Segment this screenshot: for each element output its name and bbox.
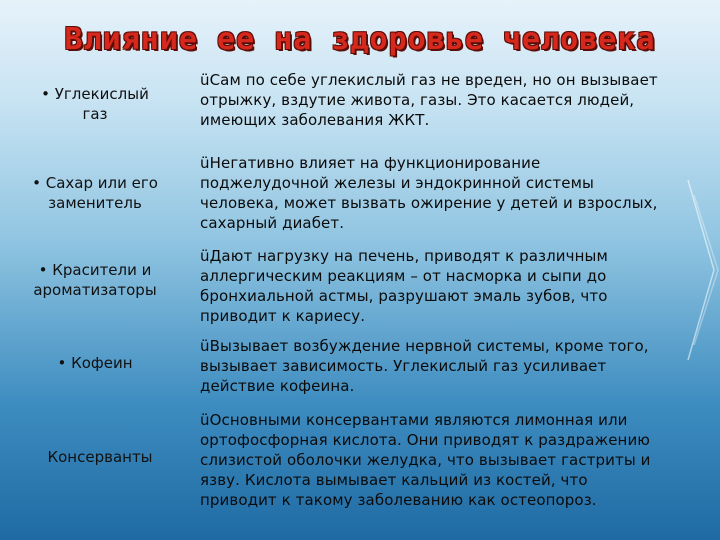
page-title: Влияние ее на здоровье человека — [64, 22, 656, 57]
row-label: • Сахар или его заменитель — [32, 174, 158, 212]
row-label: • Красители и ароматизаторы — [33, 261, 157, 299]
row-label: • Углекислый газ — [41, 85, 149, 123]
row-label: • Кофеин — [57, 354, 133, 372]
row-description: üДают нагрузку на печень, приводят к различным аллергическим реакциям – от насморка и сыпи до бронхиальной астмы, разрушают эмаль зубов, что приводит к кариесу. — [200, 247, 608, 325]
row-description: üВызывает возбуждение нервной системы, кроме того, вызывает зависимость. Углекислый газ усиливает действие кофеина. — [200, 337, 649, 395]
row-description: üСам по себе углекислый газ не вреден, но он вызывает отрыжку, вздутие живота, газы. Это касается людей, имеющих заболевания ЖКТ. — [200, 71, 658, 129]
row-label: Консерванты — [47, 448, 153, 466]
row-description: üНегативно влияет на функционирование поджелудочной железы и эндокринной системы человека, может вызвать ожирение у детей и взрослых, сахарный диабет. — [200, 154, 658, 232]
row-description: üОсновными консервантами являются лимонная или ортофосфорная кислота. Они приводят к раздражению слизистой оболочки желудка, что вызывает гастриты и язву. Кислота вымывает кальций из костей, что приводит к такому заболеванию как остеопороз. — [200, 411, 651, 509]
decorative-chevron-lines — [680, 0, 720, 540]
